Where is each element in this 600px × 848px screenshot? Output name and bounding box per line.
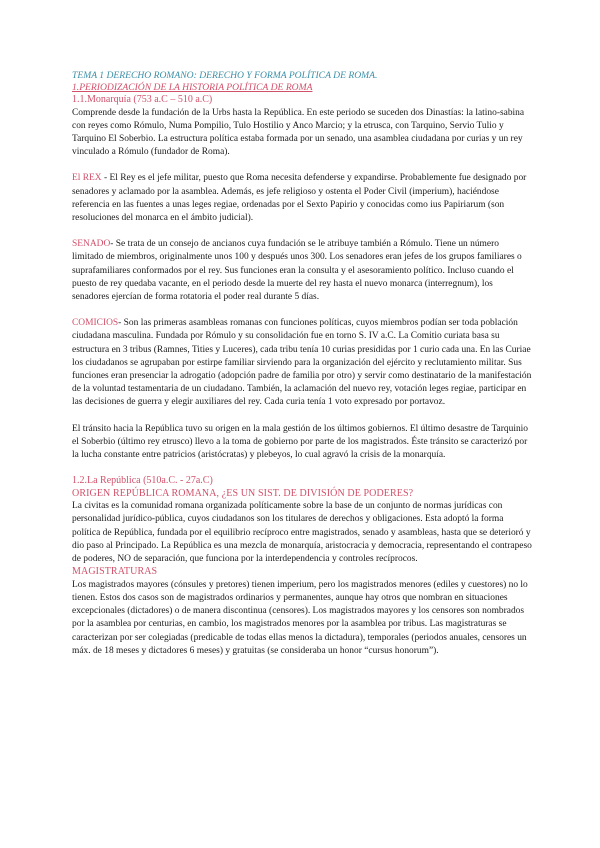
rex-text: - El Rey es el jefe militar, puesto que Roma necesita defenderse y expandirse. Probablemente fue designado por senadores y aclamado por la asamblea. Además, es jefe religioso y ostenta el Poder Civil (imperium), haciéndose referencia en las fuentes a unas leges regiae, ordenadas por el Sexto Papirio y conocidas como ius Papiriarum (son resoluciones del monarca en el ámbito judicial). [72, 173, 527, 223]
transito-paragraph: El tránsito hacia la República tuvo su origen en la mala gestión de los últimos gobiernos. El último desastre de Tarquinio el Soberbio (último rey etrusco) llevo a la toma de gobierno por parte de los magistrados. Éste tránsito se caracterizó por la lucha constante entre patricios (aristócratas) y plebeyos, lo cual agravó la crisis de la monarquía. [72, 423, 528, 460]
section-heading-monarquia: 1.1.Monarquía (753 a.C – 510 a.C) [72, 94, 213, 105]
comicios-paragraph [72, 317, 532, 409]
comicios-label: COMICIOS [72, 318, 119, 329]
magistraturas-heading: MAGISTRATURAS [72, 566, 158, 578]
monarquia-intro-paragraph: Comprende desde la fundación de la Urbs hasta la República. En este periodo se suceden dos Dinastías: la latino-sabina con reyes como Rómulo, Numa Pompilio, Tulo Hostilio y Anco Marcio; y la etrusca, con Tarquino, Servio Tulio y Tarquino El Soberbio. La estructura política estaba formada por un senado, una asamblea ciudadana por curias y un rey vinculado a Rómulo (fundador de Roma). [72, 107, 525, 158]
rex-paragraph [72, 172, 532, 225]
document-subtitle: 1.PERIODIZACIÓN DE LA HISTORIA POLÍTICA DE ROMA [72, 82, 313, 93]
origen-republica-paragraph: La civitas es la comunidad romana organizada políticamente sobre la base de un conjunto de normas jurídicas con personalidad jurídico-pública, cuyos ciudadanos son los titulares de derechos y obligaciones. Esta adoptó la forma política de República, fundada por el equilibrio recíproco entre magistrados, senado y asambleas, hasta que se deterioró y dio paso al Principado. La República es una mezcla de monarquía, aristocracia y democracia, representando el contrapeso de poderes, NO de separación, que funciona por la interdependencia y controles recíprocos. [72, 501, 532, 564]
origen-republica-heading: ORIGEN REPÚBLICA ROMANA, ¿ES UN SIST. DE DIVISIÓN DE PODERES? [72, 487, 414, 499]
document-title: TEMA 1 DERECHO ROMANO: DERECHO Y FORMA POLÍTICA DE ROMA. [72, 70, 378, 81]
comicios-text: - Son las primeras asambleas romanas con funciones políticas, cuyos miembros podían ser toda población ciudadana masculina. Fundada por Rómulo y su consolidación fue en torno S. IV a.C. La Comitio curiata basa su estructura en 3 tribus (Ramnes, Tities y Luceres), cada tribu tenía 10 curias presididas por 1 curio cada una. En las Curiae los ciudadanos se agrupaban por estirpe familiar sirviendo para la organización del ejército y reclutamiento militar. Sus funciones eran presenciar la adrogatio (adopción padre de familia por otro) y servir como destinatario de la manifestación de la voluntad testamentaria de un ciudadano. También, la aclamación del nuevo rey, votación leges regiae, participar en las decisiones de guerra y elegir auxiliares del rey. Cada curia tenía 1 voto expresado por portavoz. [72, 318, 532, 408]
section-heading-republica: 1.2.La República (510a.C. - 27a.C) [72, 475, 213, 487]
senado-text: - Se trata de un consejo de ancianos cuya fundación se le atribuye también a Rómulo. Tiene un número limitado de miembros, originalmente unos 100 y después unos 300. Los senadores eran jefes de los grupos familiares o suprafamiliares conformados por el rey. Sus funciones eran la consulta y el asesoramiento político. Incluso cuando el puesto de rey quedaba vacante, en el periodo desde la muerte del rey hasta el nuevo monarca (interregnum), los senadores ejercían de forma rotatoria el poder real durante 5 días. [72, 239, 522, 302]
magistraturas-paragraph: Los magistrados mayores (cónsules y pretores) tienen imperium, pero los magistrados menores (ediles y cuestores) no lo tienen. Estos dos casos son de magistrados ordinarios y permanentes, aunque hay otros que nombran en situaciones excepcionales (dictadores) o de manera discontinua (censores). Los magistrados mayores y los censores son nombrados por la asamblea por centurias, en cambio, los magistrados menores por la asamblea por tribus. Las magistraturas se caracterizan por ser colegiadas (predicable de todas ellas menos la dictadura), temporales (periodos anuales, censores un máx. de 18 meses y dictadores 6 meses) y gratuitas (se consideraba un honor “cursus honorum”). [72, 579, 528, 656]
senado-label: SENADO [72, 239, 111, 250]
senado-paragraph [72, 238, 532, 304]
rex-label: El REX [72, 173, 102, 184]
